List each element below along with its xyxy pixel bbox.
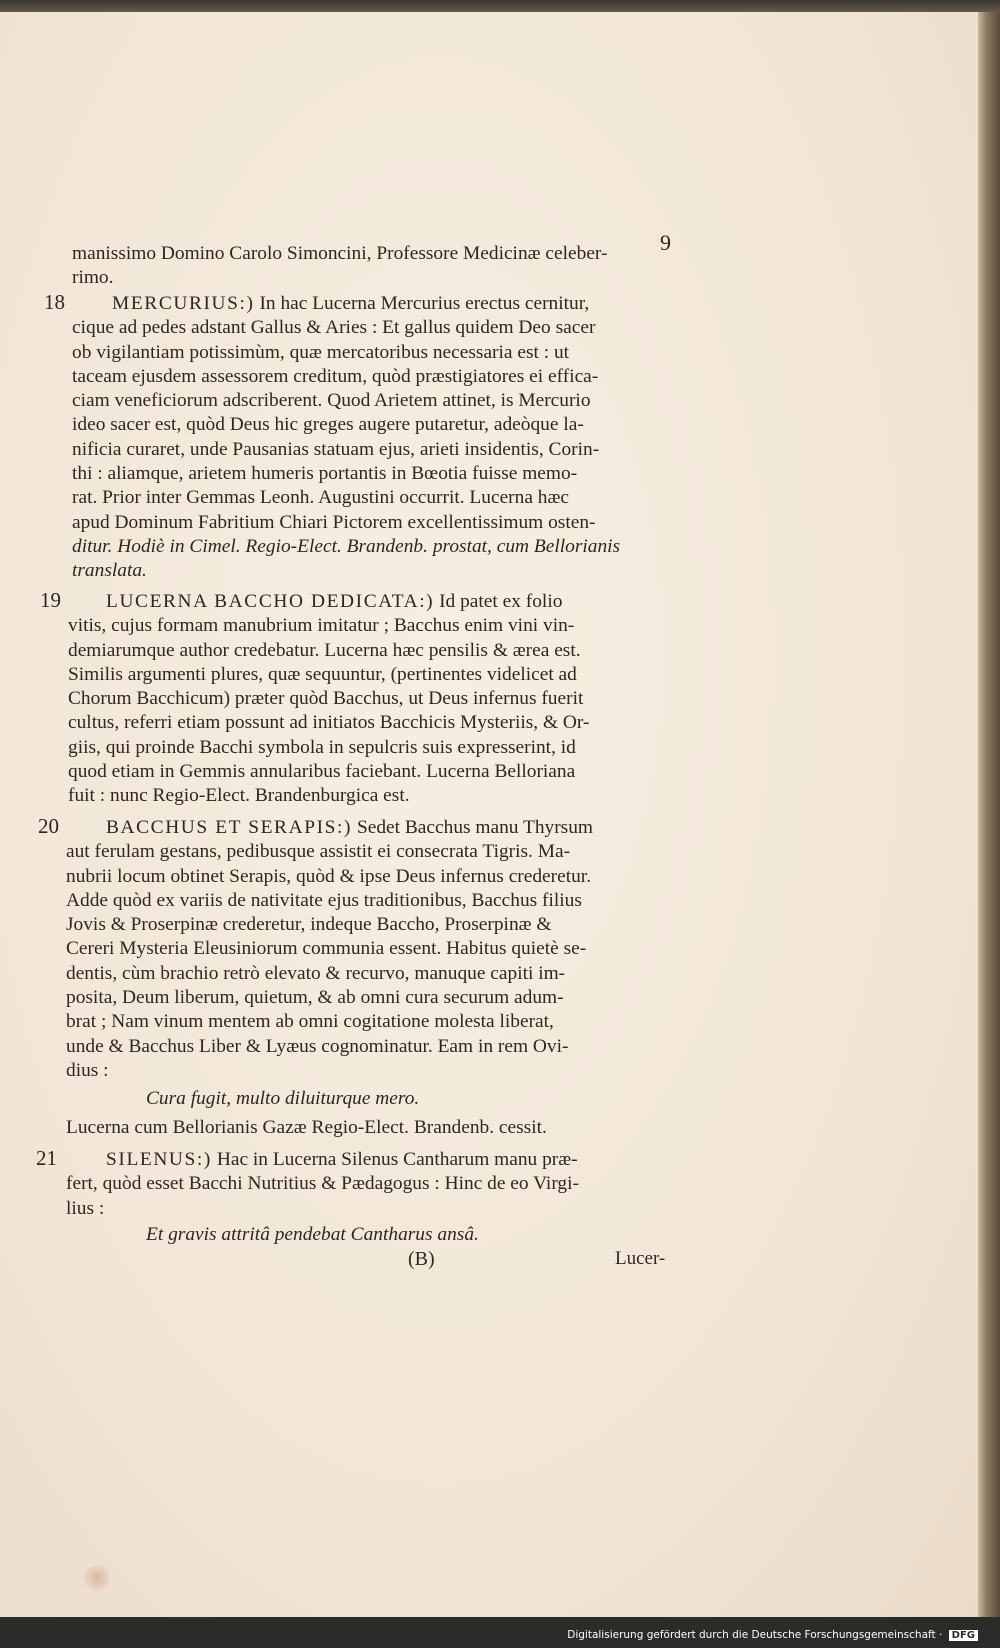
entry-number: 21: [36, 1146, 57, 1170]
signature-mark: (B): [408, 1248, 435, 1270]
entry-body: [60, 840, 690, 1140]
text-line: giis, qui proinde Bacchi symbola in sepulcris suis expresserint, id: [68, 736, 576, 758]
text-line: quod etiam in Gemmis annularibus faciebant. Lucerna Belloriana: [68, 761, 576, 783]
text-line: Jovis & Proserpinæ crederetur, indeque Baccho, Proserpinæ &: [66, 914, 552, 936]
text-line: manissimo Domino Carolo Simoncini, Professore Medicinæ celeber-: [72, 243, 608, 264]
entry-heading: MERCURIUS:): [112, 293, 255, 314]
text-line: brat ; Nam vinum mentem ab omni cogitatione molesta liberat,: [66, 1011, 554, 1033]
entry-number: 18: [44, 290, 65, 314]
text-line: ditur. Hodiè in Cimel. Regio-Elect. Brandenb. prostat, cum Bellorianis: [72, 535, 621, 557]
text-line: Cereri Mysteria Eleusiniorum communia essent. Habitus quietè se-: [66, 938, 587, 960]
entry-body: [60, 614, 690, 808]
entry-heading-line: [60, 816, 690, 840]
text-line: thi : aliamque, arietem humeris portantis in Bœotia fuisse memo-: [72, 463, 578, 485]
text-line: Hac in Lucerna Silenus Cantharum manu præ-: [216, 1149, 578, 1170]
text-line: Similis argumenti plures, quæ sequuntur, (pertinentes videlicet ad: [68, 663, 577, 685]
text-line: posita, Deum liberum, quietum, & ab omni cura securum adum-: [66, 987, 564, 1009]
text-line: apud Dominum Fabritium Chiari Pictorem excellentissimum osten-: [72, 511, 596, 533]
text-line: cique ad pedes adstant Gallus & Aries : Et gallus quidem Deo sacer: [72, 317, 596, 339]
dfg-logo: DFG: [949, 1630, 978, 1641]
text-line: rimo.: [72, 267, 114, 289]
entry-heading: LUCERNA BACCHO DEDICATA:): [106, 591, 435, 612]
verse-quote: Et gravis attritâ pendebat Cantharus ansâ.: [146, 1223, 479, 1245]
entry-heading-line: [60, 1148, 690, 1172]
entry-19: [40, 588, 690, 809]
footer-credit-text: Digitalisierung gefördert durch die Deutsche Forschungsgemeinschaft ·: [567, 1629, 943, 1641]
text-line: Id patet ex folio: [439, 591, 563, 612]
text-line: taceam ejusdem assessorem creditum, quòd præstigiatores ei effica-: [72, 365, 599, 387]
text-line: fuit : nunc Regio-Elect. Brandenburgica est.: [68, 785, 410, 807]
text-line: Chorum Bacchicum) præter quòd Bacchus, ut Deus infernus fuerit: [68, 688, 584, 710]
text-line: vitis, cujus formam manubrium imitatur ; Bacchus enim vini vin-: [68, 615, 575, 637]
text-line: aut ferulam gestans, pedibusque assistit ei consecrata Tigris. Ma-: [66, 841, 571, 863]
text-line: lius :: [66, 1197, 105, 1219]
text-line: nubrii locum obtinet Serapis, quòd & ipse Deus infernus crederetur.: [66, 865, 592, 887]
entry-18: [44, 290, 690, 584]
entry-21: [36, 1146, 690, 1247]
text-line: Sedet Bacchus manu Thyrsum: [356, 817, 593, 838]
catchword: Lucer-: [615, 1248, 666, 1269]
text-line: In hac Lucerna Mercurius erectus cernitur,: [259, 293, 590, 314]
page-fore-edge: [978, 12, 1000, 1617]
entry-heading: BACCHUS ET SERAPIS:): [106, 817, 353, 838]
entry-heading-line: [60, 292, 690, 316]
entry-heading-line: [60, 590, 690, 614]
entry-heading: SILENUS:): [106, 1149, 212, 1170]
text-line: unde & Bacchus Liber & Lyæus cognominatur. Eam in rem Ovi-: [66, 1035, 569, 1057]
text-line: translata.: [72, 560, 147, 582]
text-line: ideo sacer est, quòd Deus hic greges augere putaretur, adeòque la-: [72, 414, 584, 436]
text-line: fert, quòd esset Bacchi Nutritius & Pædagogus : Hinc de eo Virgi-: [66, 1173, 579, 1195]
text-line: ob vigilantiam potissimùm, quæ mercatoribus necessaria est : ut: [72, 341, 570, 363]
text-line: Lucerna cum Bellorianis Gazæ Regio-Elect. Brandenb. cessit.: [66, 1116, 547, 1138]
entry-number: 20: [38, 814, 59, 838]
text-line: rat. Prior inter Gemmas Leonh. Augustini occurrit. Lucerna hæc: [72, 487, 570, 509]
text-line: dentis, cùm brachio retrò elevato & recurvo, manuque capiti im-: [66, 962, 566, 984]
verse-quote: Cura fugit, multo diluiturque mero.: [146, 1088, 420, 1110]
footer-credit: [567, 1629, 978, 1641]
entry-number: 19: [40, 588, 61, 612]
paper-stain: [84, 1565, 110, 1591]
entry-body: [60, 316, 690, 583]
entry-20: [38, 814, 690, 1140]
entry-body: [60, 1172, 690, 1247]
text-line: Adde quòd ex variis de nativitate ejus traditionibus, Bacchus filius: [66, 889, 582, 911]
entry-continuation: [72, 242, 682, 291]
text-line: demiarumque author credebatur. Lucerna hæc pensilis & ærea est.: [68, 639, 581, 661]
page-number: 9: [660, 230, 671, 255]
text-line: ciam veneficiorum adscriberent. Quod Arietem attinet, is Mercurio: [72, 390, 591, 412]
text-line: cultus, referri etiam possunt ad initiatos Bacchicis Mysteriis, & Or-: [68, 712, 590, 734]
text-line: nificia curaret, unde Pausanias statuam ejus, arieti insidentis, Corin-: [72, 438, 600, 460]
text-line: dius :: [66, 1059, 109, 1081]
